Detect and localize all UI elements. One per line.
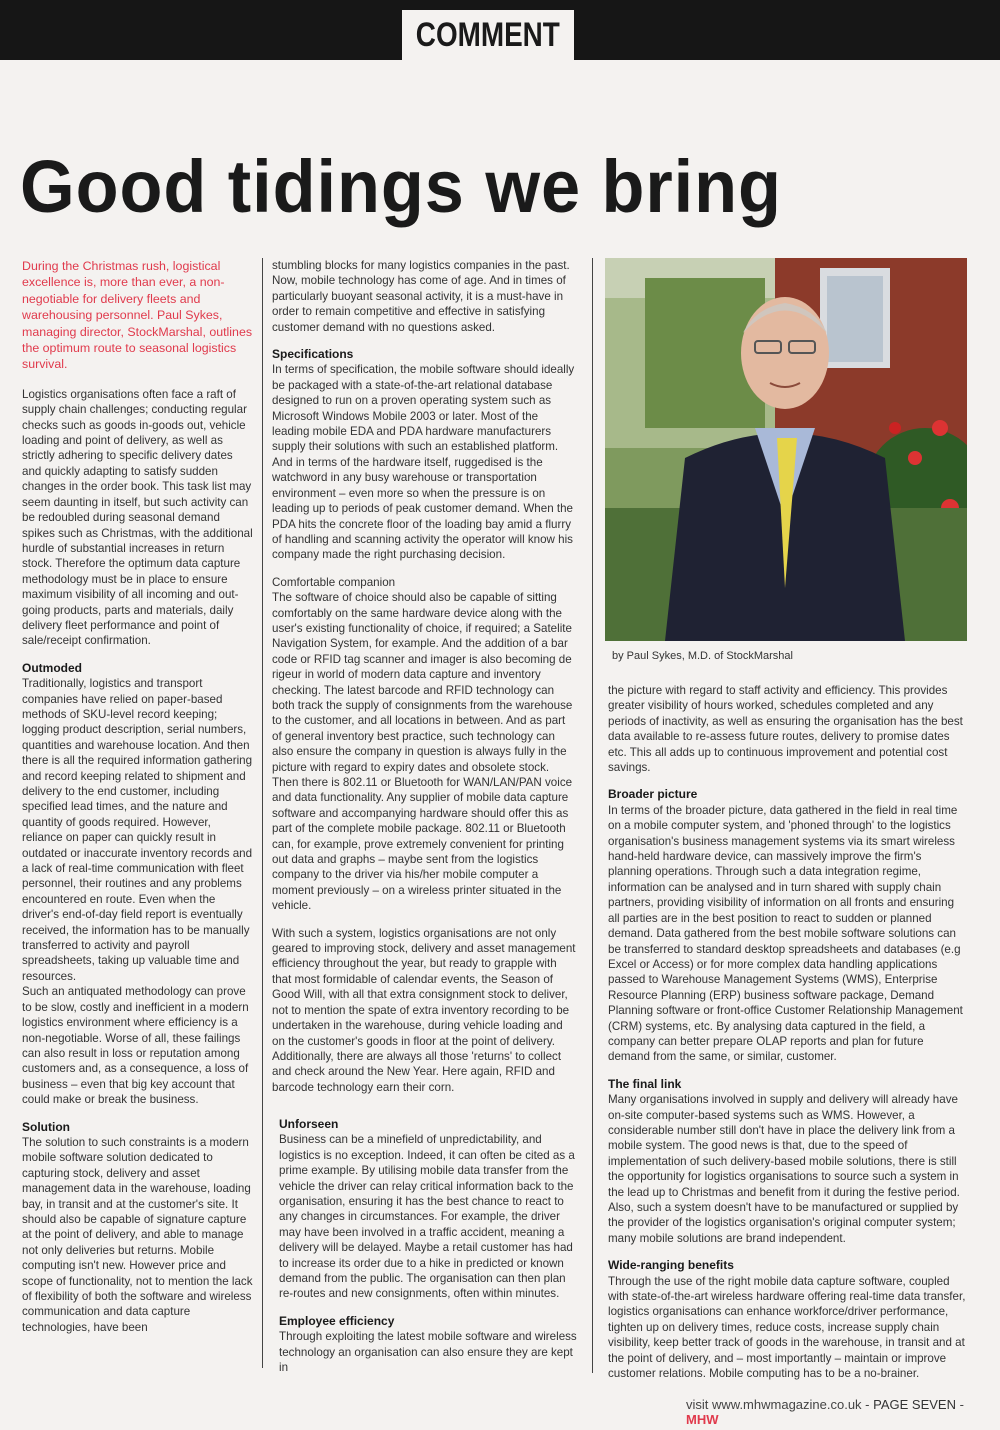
- column-2: [272, 258, 576, 1107]
- page-number: PAGE SEVEN: [873, 1397, 956, 1412]
- column-rule: [592, 258, 593, 1373]
- paragraph: Logistics organisations often face a raft of supply chain challenges; conducting regular checks such as goods in-goods out, vehicle loading and point of delivery, as well as strictly adhering to specific delivery dates and quickly adapting to satisfy sudden changes in the order book. This task list may seem daunting in itself, but such activity can be redoubled during seasonal demand spikes such as Christmas, with the additional hurdle of substantial increases in return stock. Therefore the optimum data capture methodology must be in place to ensure maximum visibility of all incoming and out-going products, parts and materials, daily delivery fleet performance and point of sale/receipt confirmation.: [22, 387, 253, 648]
- subheading: The final link: [608, 1076, 682, 1091]
- subheading: Wide-ranging benefits: [608, 1258, 734, 1273]
- subheading: Specifications: [272, 347, 354, 362]
- subheading: Comfortable companion: [272, 575, 396, 589]
- column-3: [608, 683, 968, 1393]
- paragraph: the picture with regard to staff activity and efficiency. This provides greater visibility of hours worked, schedules completed and any periods of inactivity, as well as ensuring the organisation has the best data available to re-assess future routes, delivery to promise dates etc. This all adds up to continuous improvement and potential cost savings.: [608, 684, 963, 775]
- column-rule: [262, 258, 263, 1368]
- paragraph: In terms of the broader picture, data gathered in the field in real time on a mobile computer system, and 'phoned through' to the logistics organisation's business management systems via its smart wireless hand-held hardware device, can massively improve the firm's planning operations. Through such a data integration regime, information can be analysed and in turn shared with supply chain partners, providing visibility of information on all fronts and ensuring all parties are in the best position to react to sudden or planned demand. Data gathered from the best mobile software solutions can be transferred to standard desktop spreadsheets and databases (e.g Excel or Access) or for more complex data handling applications passed to Warehouse Management Systems (WMS), Enterprise Resource Planning (ERP) business software package, Demand Planning software or front-office Customer Relationship Management (CRM) systems, etc. By analysing data captured in the field, a company can better prepare OLAP reports and plan for future demand from the same, or similar, customer.: [608, 803, 963, 1064]
- paragraph: stumbling blocks for many logistics companies in the past. Now, mobile technology has come of age. And in times of particularly buoyant seasonal activity, it is a must-have in order to remain competitive and effective in satisfying customer demand with no questions asked.: [272, 259, 570, 334]
- subheading: Unforseen: [279, 1117, 339, 1131]
- website-link[interactable]: visit www.mhwmagazine.co.uk: [686, 1397, 862, 1412]
- paragraph: Business can be a minefield of unpredictability, and logistics is no exception. Indeed, it can often be cited as a prime example. By utilising mobile data transfer from the vehicle the driver can relay critical information back to the organisation, ensuring it has the best chance to react to any changes in circumstances. For example, the driver may have been involved in a traffic accident, meaning a delivery will be delayed. Maybe a retail customer has had to increase its order due to a hike in predicted or known demand from the public. The organisation can then plan re-routes and new consignments, often within minutes.: [279, 1133, 575, 1301]
- separator: -: [861, 1397, 874, 1412]
- paragraph: The solution to such constraints is a modern mobile software solution dedicated to capturing stock, delivery and asset management data in the warehouse, loading bay, in transit and at the customer's site. It should also be capable of signature capture at the point of delivery, and able to manage not only deliveries but returns. Mobile computing isn't new. However price and scope of functionality, not to mention the lack of flexibility of both the software and wireless communication and data capture technologies, have been: [22, 1135, 253, 1334]
- standfirst: During the Christmas rush, logistical excellence is, more than ever, a non-negotiable for delivery fleets and warehousing personnel. Paul Sykes, managing director, StockMarshal, outlines the optimum route to seasonal logistics survival.: [22, 259, 253, 372]
- section-label-tab: [400, 8, 576, 60]
- paragraph: Such an antiquated methodology can prove to be slow, costly and inefficient in a modern logistics environment where efficiency is a non-negotiable. Worse of all, these failings can also result in loss or reputation among customers and, as a consequence, a loss of business – even that big key account that could make or break the business.: [22, 985, 249, 1107]
- paragraph: The software of choice should also be capable of sitting comfortably on the same hardware device along with the user's existing functionality of choice, if required; a Satelite Navigation System, for example. And the addition of a bar code or RFID tag scanner and imager is also becoming de rigeur in world of modern data capture and inventory checking. The latest barcode and RFID technology can both track the supply of consignments from the warehouse to the customer, and all locations in between. And as part of general inventory best practice, such technology can also ensure the company in question is always fully in the picture with regard to expiry dates and obsolete stock. Then there is 802.11 or Bluetooth for WAN/LAN/PAN voice and data functionality. Any supplier of mobile data capture software and accompanying hardware should offer this as part of the complete mobile package. 802.11 or Bluetooth can, for example, prove extremely convenient for printing out data and graphs – maybe sent from the logistics company to the driver via his/her mobile computer a moment previously – on a wireless printer situated in the vehicle.: [272, 591, 573, 913]
- subheading: Employee efficiency: [279, 1313, 395, 1328]
- subheading: Outmoded: [22, 660, 82, 675]
- author-photo: [605, 258, 967, 641]
- subheading: Solution: [22, 1119, 70, 1134]
- column-2-lower: [279, 1117, 579, 1388]
- separator: -: [955, 1397, 964, 1412]
- page-footer: [686, 1397, 1000, 1427]
- paragraph: Through exploiting the latest mobile software and wireless technology an organisation can also ensure they are kept in: [279, 1330, 577, 1375]
- paragraph: Many organisations involved in supply and delivery will already have on-site computer-based systems such as WMS. However, a considerable number still don't have in place the delivery link from a mobile system. The good news is that, due to the speed of implementation of such delivery-based mobile solutions, there is still the opportunity for logistics organisations to source such a system in the lead up to Christmas and benefit from it during the festive period. Also, such a system doesn't have to be manufactured or supplied by the provider of the logistics organisation's original computer system; many mobile solutions are brand independent.: [608, 1093, 960, 1245]
- magazine-brand: MHW: [686, 1412, 719, 1427]
- photo-caption: by Paul Sykes, M.D. of StockMarshal: [612, 650, 793, 662]
- paragraph: Traditionally, logistics and transport companies have relied on paper-based methods of SKU-level record keeping; logging product description, serial numbers, quantities and warehouse location. And then there is all the required information gathering and record keeping related to shipment and delivery to the end customer, including specified lead times, and the nature and quantity of goods required. However, reliance on paper can quickly result in outdated or inaccurate inventory records and a lack of real-time communication with fleet personnel, their routines and any problems encountered en route. Even when the driver's end-of-day field report is eventually received, the information has to be manually transferred to activity and payroll spreadsheets, taking up valuable time and resources.: [22, 677, 253, 983]
- author-photo-illustration: [605, 258, 967, 641]
- paragraph: In terms of specification, the mobile software should ideally be packaged with a state-of-the-art relational database designed to run on a proven operating system such as Microsoft Windows Mobile 2003 or later. Most of the leading mobile EDA and PDA hardware manufacturers supply their solutions with such an established platform. And in terms of the hardware itself, ruggedised is the watchword in any busy warehouse or transportation environment – even more so when the pressure is on leading up to periods of peak customer demand. When the PDA hits the concrete floor of the loading bay amid a flurry of handling and scanning activity the operator will know his company made the right purchasing decision.: [272, 363, 575, 562]
- column-1: [22, 258, 254, 1347]
- paragraph: Through the use of the right mobile data capture software, coupled with state-of-the-art wireless hardware offering real-time data transfer, logistics organisations can enhance workforce/driver performance, tighten up on delivery times, reduce costs, increase supply chain visibility, keep better track of goods in the warehouse, in transit and at the point of delivery, and – most importantly – maintain or improve customer relations. Mobile computing has to be a no-brainer.: [608, 1274, 966, 1381]
- subheading: Broader picture: [608, 787, 698, 802]
- paragraph: With such a system, logistics organisations are not only geared to improving stock, delivery and asset management efficiency throughout the year, but ready to grapple with that most formidable of calendar events, the Season of Good Will, with all that extra consignment stock to deliver, not to mention the spate of extra inventory recording to be undertaken in the warehouse, during vehicle loading and on the customer's goods in floor at the point of delivery. Additionally, there are always all those 'returns' to collect and check around the New Year. Here again, RFID and barcode technology earn their corn.: [272, 926, 576, 1094]
- headline: Good tidings we bring: [20, 145, 782, 228]
- section-label: COMMENT: [415, 15, 561, 54]
